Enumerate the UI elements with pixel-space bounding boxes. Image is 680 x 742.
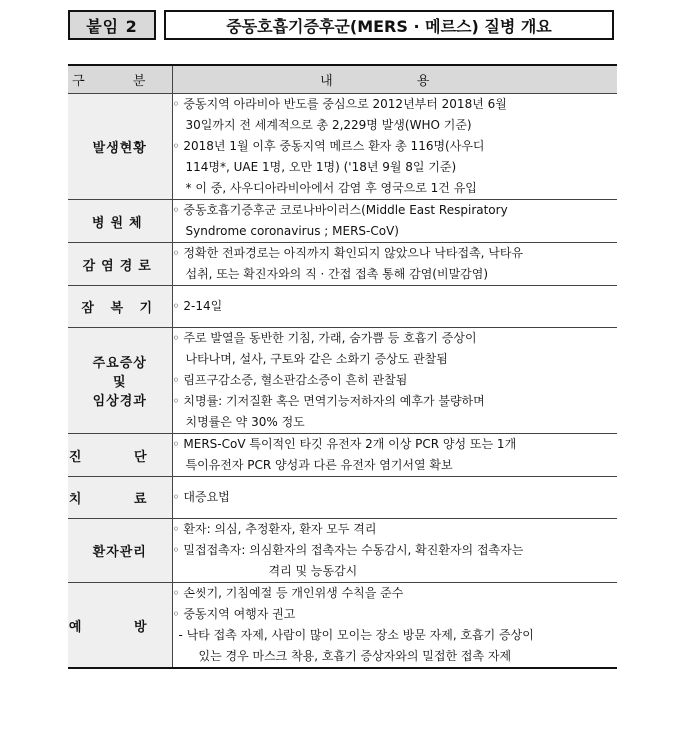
row-label-text: 진 단 (68, 449, 171, 465)
row-label (68, 200, 172, 243)
content-line: - 낙타 접촉 자제, 사람이 많이 모이는 장소 방문 자제, 호흡기 증상이 (178, 628, 534, 642)
content-line: ◦ 정확한 전파경로는 아직까지 확인되지 않았으나 낙타접촉, 낙타유 (172, 246, 524, 260)
table-row (68, 519, 617, 583)
content-line: ◦ 주로 발열을 동반한 기침, 가래, 숨가쁨 등 호흡기 증상이 (172, 331, 477, 345)
content-line: * 이 중, 사우디아라비아에서 감염 후 영국으로 1건 유입 (185, 181, 477, 195)
row-label (68, 434, 172, 477)
row-label (68, 94, 172, 200)
content-line: ◦ MERS-CoV 특이적인 타깃 유전자 2개 이상 PCR 양성 또는 1개 (172, 437, 517, 451)
disease-overview-table (68, 64, 617, 669)
row-label-text: 병원체 (91, 215, 148, 231)
table-row (68, 583, 617, 669)
content-line: ◦ 림프구감소증, 혈소판감소증이 흔히 관찰됨 (172, 373, 408, 387)
table-row (68, 200, 617, 243)
row-label-text: 감염경로 (82, 258, 157, 274)
row-label (68, 243, 172, 286)
content-line: ◦ 대증요법 (172, 490, 230, 504)
row-label (68, 583, 172, 669)
document-title: 중동호흡기증후군(MERS · 메르스) 질병 개요 (164, 10, 614, 40)
content-line: 섭취, 또는 확진자와의 직 · 간접 접촉 통해 감염(비말감염) (185, 267, 489, 281)
row-label (68, 477, 172, 519)
content-line: ◦ 2018년 1월 이후 중동지역 메르스 환자 총 116명(사우디 (172, 139, 485, 153)
content-line: Syndrome coronavirus ; MERS-CoV) (185, 224, 399, 238)
row-label-text: 치 료 (68, 492, 171, 507)
row-content (172, 519, 617, 583)
content-line: ◦ 손씻기, 기침예절 등 개인위생 수칙을 준수 (172, 586, 404, 600)
content-line: 치명률은 약 30% 정도 (185, 415, 305, 429)
content-line: ◦ 중동지역 여행자 권고 (172, 607, 296, 621)
row-label-text: 예 방 (68, 619, 171, 635)
content-line: 있는 경우 마스크 착용, 호흡기 증상자와의 밀접한 접촉 자제 (198, 649, 512, 663)
content-line: 30일까지 전 세계적으로 총 2,229명 발생(WHO 기준) (185, 118, 472, 132)
document-header (68, 10, 614, 40)
row-label-text: 주요증상 (92, 356, 147, 371)
attachment-badge: 붙임 2 (68, 10, 156, 40)
row-label-text: 환자관리 (92, 545, 147, 560)
column-header-category: 구 분 (68, 65, 172, 94)
table-row (68, 434, 617, 477)
content-line: ◦ 치명률: 기저질환 혹은 면역기능저하자의 예후가 불량하며 (172, 394, 485, 408)
content-line: ◦ 중동호흡기증후군 코로나바이러스(Middle East Respiratory (172, 203, 508, 217)
row-content (172, 243, 617, 286)
content-line: ◦ 중동지역 아라비아 반도를 중심으로 2012년부터 2018년 6월 (172, 97, 507, 111)
row-content (172, 477, 617, 519)
row-label-text: 및 (112, 375, 127, 390)
row-label-text: 임상경과 (92, 394, 147, 409)
content-line: ◦ 밀접접촉자: 의심환자의 접촉자는 수동감시, 확진환자의 접촉자는 (172, 543, 524, 557)
row-label (68, 519, 172, 583)
row-label (68, 286, 172, 328)
content-line: ◦ 2-14일 (172, 299, 223, 313)
row-content (172, 286, 617, 328)
row-label-text: 잠 복 기 (81, 301, 159, 316)
table-row (68, 243, 617, 286)
content-line: 나타나며, 설사, 구토와 같은 소화기 증상도 관찰됨 (185, 352, 448, 366)
row-content (172, 328, 617, 434)
content-line: 격리 및 능동감시 (268, 564, 358, 578)
column-header-content: 내 용 (172, 65, 617, 94)
table-row (68, 286, 617, 328)
table-header-row (68, 65, 617, 94)
content-line: 특이유전자 PCR 양성과 다른 유전자 염기서열 확보 (185, 458, 453, 472)
content-line: ◦ 환자: 의심, 추정환자, 환자 모두 격리 (172, 522, 377, 536)
row-label (68, 328, 172, 434)
row-content (172, 583, 617, 669)
row-content (172, 200, 617, 243)
row-content (172, 94, 617, 200)
table-row (68, 94, 617, 200)
row-content (172, 434, 617, 477)
table-row (68, 328, 617, 434)
content-line: 114명*, UAE 1명, 오만 1명) ('18년 9월 8일 기준) (185, 160, 457, 174)
row-label-text: 발생현황 (92, 141, 147, 156)
table-row (68, 477, 617, 519)
